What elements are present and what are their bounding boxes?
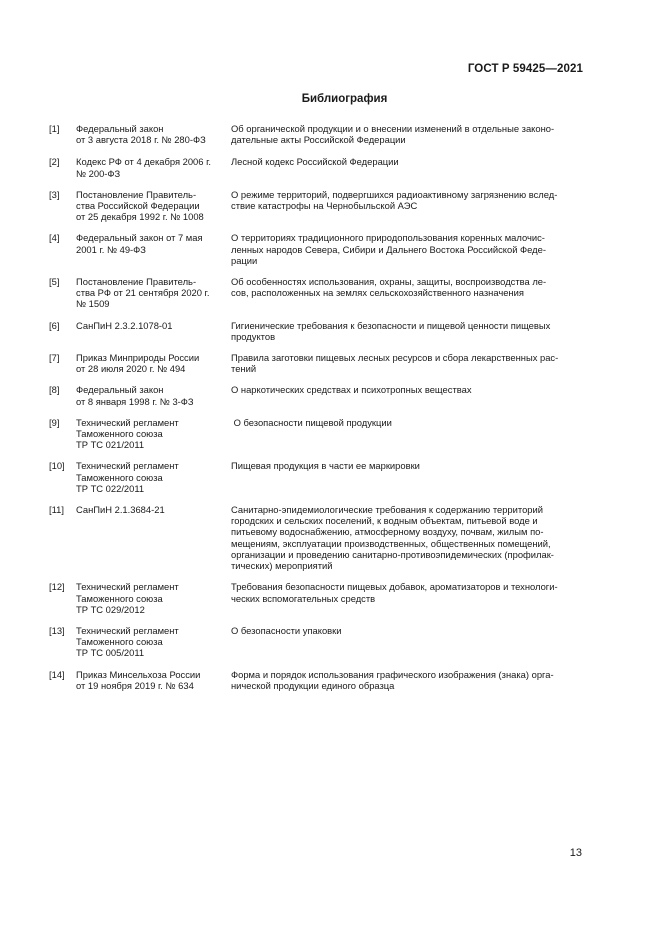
title-line: О территориях традиционного природопользования коренных малочис- xyxy=(231,232,545,244)
source-line: СанПиН 2.3.2.1078-01 xyxy=(76,319,173,331)
title-line: Форма и порядок использования графического изображения (знака) орга- xyxy=(231,668,554,680)
entry-number: [11] xyxy=(49,504,64,516)
bibliography-entry xyxy=(49,581,583,615)
source-line: № 1509 xyxy=(76,298,110,310)
source-line: от 3 августа 2018 г. № 280-ФЗ xyxy=(76,134,206,146)
entry-title xyxy=(231,320,583,342)
source-line: Федеральный закон от 7 мая xyxy=(76,232,203,244)
source-line: № 200-ФЗ xyxy=(76,167,121,179)
entry-source xyxy=(76,625,231,659)
title-line: продуктов xyxy=(231,330,276,342)
title-line: питьевому водоснабжению, атмосферному воздуху, почвам, жилым по- xyxy=(231,526,544,538)
bibliography-entry xyxy=(49,384,583,406)
source-line: Таможенного союза xyxy=(76,471,163,483)
title-line: О наркотических средствах и психотропных веществах xyxy=(231,384,472,396)
entry-source xyxy=(76,417,231,451)
source-line: Технический регламент xyxy=(76,581,179,593)
source-line: Технический регламент xyxy=(76,416,179,428)
entry-number: [6] xyxy=(49,319,60,331)
entry-source xyxy=(76,352,231,374)
title-line: нической продукции единого образца xyxy=(231,679,395,691)
source-line: ТР ТС 005/2011 xyxy=(76,647,145,659)
entry-title xyxy=(231,384,583,406)
title-line: Пищевая продукция в части ее маркировки xyxy=(231,460,420,472)
source-line: от 28 июля 2020 г. № 494 xyxy=(76,363,186,375)
bibliography-entry xyxy=(49,460,583,494)
title-line: организации и проведению санитарно-противоэпидемических (профилак- xyxy=(231,548,554,560)
bibliography-entry xyxy=(49,669,583,691)
entry-number: [1] xyxy=(49,123,60,134)
entry-source xyxy=(76,276,231,310)
source-line: Приказ Минсельхоза России xyxy=(76,668,201,680)
standard-designation: ГОСТ Р 59425—2021 xyxy=(467,63,583,75)
source-line: Таможенного союза xyxy=(76,428,163,440)
title-line: тений xyxy=(231,363,257,375)
title-line: О режиме территорий, подвергшихся радиоактивному загрязнению вслед- xyxy=(231,188,558,200)
source-line: от 25 декабря 1992 г. № 1008 xyxy=(76,211,204,223)
source-line: от 19 ноября 2019 г. № 634 xyxy=(76,679,194,691)
entry-title xyxy=(231,460,583,494)
entry-number: [7] xyxy=(49,352,60,364)
source-line: ТР ТС 022/2011 xyxy=(76,482,145,494)
title-line: дательные акты Российской Федерации xyxy=(231,134,406,146)
entry-number: [12] xyxy=(49,581,65,593)
title-line: Санитарно-эпидемиологические требования к содержанию территорий xyxy=(231,504,543,516)
title-line: О безопасности упаковки xyxy=(231,624,342,636)
title-line: Правила заготовки пищевых лесных ресурсов и сбора лекарственных рас- xyxy=(231,352,559,364)
title-line: рации xyxy=(231,254,258,266)
title-line: О безопасности пищевой продукции xyxy=(231,416,392,428)
source-line: ТР ТС 029/2012 xyxy=(76,603,145,615)
entry-source xyxy=(76,189,231,223)
source-line: Таможенного союза xyxy=(76,636,163,648)
title-line: Об органической продукции и о внесении изменений в отдельные законо- xyxy=(231,123,555,134)
source-line: Постановление Правитель- xyxy=(76,276,197,288)
source-line: Технический регламент xyxy=(76,624,179,636)
title-line: мещениям, эксплуатации производственных, общественных помещений, xyxy=(231,537,551,549)
entry-number: [4] xyxy=(49,232,60,244)
source-line: СанПиН 2.1.3684-21 xyxy=(76,504,165,516)
entry-number: [14] xyxy=(49,668,65,680)
title-line: Об особенностях использования, охраны, защиты, воспроизводства ле- xyxy=(231,276,547,288)
entry-title xyxy=(231,232,583,266)
entry-number: [2] xyxy=(49,156,60,168)
source-line: Приказ Минприроды России xyxy=(76,352,200,364)
bibliography-entry xyxy=(49,276,583,310)
source-line: Таможенного союза xyxy=(76,592,163,604)
bibliography-entry xyxy=(49,320,583,342)
entry-source xyxy=(76,460,231,494)
entry-title xyxy=(231,276,583,310)
bibliography-entry xyxy=(49,232,583,266)
entry-title xyxy=(231,417,583,451)
entry-source xyxy=(76,156,231,178)
source-line: ства Российской Федерации xyxy=(76,200,200,212)
title-line: Гигиенические требования к безопасности и пищевой ценности пищевых xyxy=(231,319,551,331)
title-line: ческих вспомогательных средств xyxy=(231,592,376,604)
title-line: сов, расположенных на землях сельскохозяйственного назначения xyxy=(231,287,524,299)
source-line: Постановление Правитель- xyxy=(76,188,197,200)
entry-title xyxy=(231,504,583,571)
title-line: городских и сельских поселений, к водным объектам, питьевой воде и xyxy=(231,515,538,527)
bibliography-entry xyxy=(49,625,583,659)
entry-number: [8] xyxy=(49,384,60,396)
entry-source xyxy=(76,504,231,571)
entry-number: [5] xyxy=(49,276,60,288)
title-line: Лесной кодекс Российской Федерации xyxy=(231,156,399,168)
bibliography-entry xyxy=(49,123,583,145)
section-title: Библиография xyxy=(301,93,388,105)
entry-title xyxy=(231,669,583,691)
bibliography-entry xyxy=(49,352,583,374)
entry-title xyxy=(231,581,583,615)
entry-title xyxy=(231,625,583,659)
title-line: Требования безопасности пищевых добавок, ароматизаторов и технологи- xyxy=(231,581,558,593)
source-line: ТР ТС 021/2011 xyxy=(76,439,145,451)
entry-source xyxy=(76,123,231,145)
source-line: от 8 января 1998 г. № 3-ФЗ xyxy=(76,395,194,407)
entry-number: [3] xyxy=(49,188,60,200)
entry-number: [9] xyxy=(49,416,60,428)
entry-source xyxy=(76,384,231,406)
entry-source xyxy=(76,581,231,615)
title-line: ленных народов Севера, Сибири и Дальнего Востока Российской Феде- xyxy=(231,243,546,255)
entry-source xyxy=(76,232,231,266)
bibliography-entry xyxy=(49,189,583,223)
entry-source xyxy=(76,320,231,342)
entry-number: [10] xyxy=(49,460,65,472)
source-line: Федеральный закон xyxy=(76,123,164,134)
source-line: Федеральный закон xyxy=(76,384,164,396)
entry-title xyxy=(231,123,583,145)
entry-title xyxy=(231,189,583,223)
source-line: Кодекс РФ от 4 декабря 2006 г. xyxy=(76,156,211,168)
source-line: Технический регламент xyxy=(76,460,179,472)
entry-title xyxy=(231,156,583,178)
source-line: ства РФ от 21 сентября 2020 г. xyxy=(76,287,210,299)
bibliography-list xyxy=(49,123,583,691)
entry-source xyxy=(76,669,231,691)
bibliography-entry xyxy=(49,504,583,571)
entry-number: [13] xyxy=(49,624,65,636)
bibliography-entry xyxy=(49,417,583,451)
source-line: 2001 г. № 49-ФЗ xyxy=(76,243,146,255)
title-line: ствие катастрофы на Чернобыльской АЭС xyxy=(231,200,418,212)
entry-title xyxy=(231,352,583,374)
page-number: 13 xyxy=(569,847,582,859)
bibliography-entry xyxy=(49,156,583,178)
title-line: тических) мероприятий xyxy=(231,560,333,572)
